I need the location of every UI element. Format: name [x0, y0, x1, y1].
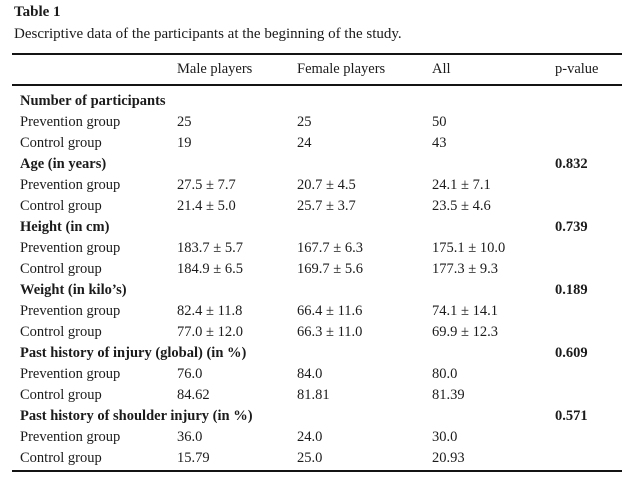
female-value-cell: 25.7 ± 3.7 [297, 198, 356, 214]
header-female-players: Female players [297, 61, 386, 77]
female-value-cell: 25 [297, 114, 312, 130]
row-label: Prevention group [20, 240, 121, 256]
p-value-cell [555, 112, 614, 133]
table-data-row [12, 175, 622, 196]
section-label: Age (in years) [20, 156, 107, 172]
male-value-cell: 76.0 [177, 366, 203, 382]
all-value-cell: 80.0 [432, 366, 458, 382]
p-value-cell [555, 133, 614, 154]
all-value-cell: 50 [432, 114, 447, 130]
table-data-row [12, 322, 622, 343]
female-value-cell: 25.0 [297, 450, 323, 466]
table-section-row [12, 217, 622, 238]
table-section-row [12, 343, 622, 364]
row-label: Prevention group [20, 429, 121, 445]
header-male-players: Male players [177, 61, 253, 77]
table-header-row [12, 55, 622, 86]
male-value-cell: 84.62 [177, 387, 210, 403]
all-value-cell: 81.39 [432, 387, 465, 403]
female-value-cell: 167.7 ± 6.3 [297, 240, 363, 256]
male-value-cell: 21.4 ± 5.0 [177, 198, 236, 214]
p-value-cell [555, 385, 614, 406]
male-value-cell: 36.0 [177, 429, 203, 445]
female-value-cell: 66.3 ± 11.0 [297, 324, 363, 340]
table-body [12, 86, 622, 470]
all-value-cell: 20.93 [432, 450, 465, 466]
row-label: Control group [20, 198, 102, 214]
descriptive-data-table [12, 53, 622, 472]
male-value-cell: 19 [177, 135, 192, 151]
section-label: Past history of shoulder injury (in %) [20, 408, 253, 424]
p-value-cell: 0.189 [555, 282, 588, 298]
table-data-row [12, 112, 622, 133]
p-value-cell [555, 238, 614, 259]
section-label: Number of participants [20, 93, 166, 109]
p-value-cell: 0.571 [555, 408, 588, 424]
male-value-cell: 183.7 ± 5.7 [177, 240, 243, 256]
table-section-row [12, 154, 622, 175]
all-value-cell: 43 [432, 135, 447, 151]
table-data-row [12, 238, 622, 259]
table-data-row [12, 427, 622, 448]
table-data-row [12, 448, 622, 469]
p-value-cell: 0.832 [555, 156, 588, 172]
p-value-cell [555, 448, 614, 469]
p-value-cell: 0.739 [555, 219, 588, 235]
p-value-cell [555, 427, 614, 448]
female-value-cell: 24.0 [297, 429, 323, 445]
table-data-row [12, 364, 622, 385]
table-section-row [12, 280, 622, 301]
p-value-cell [555, 322, 614, 343]
all-value-cell: 30.0 [432, 429, 458, 445]
header-p-value: p-value [555, 61, 599, 77]
all-value-cell: 175.1 ± 10.0 [432, 240, 506, 256]
section-label: Past history of injury (global) (in %) [20, 345, 247, 361]
row-label: Prevention group [20, 114, 121, 130]
table-title: Table 1 [14, 4, 61, 20]
row-label: Prevention group [20, 177, 121, 193]
male-value-cell: 27.5 ± 7.7 [177, 177, 236, 193]
male-value-cell: 184.9 ± 6.5 [177, 261, 243, 277]
p-value-cell [555, 301, 614, 322]
male-value-cell: 77.0 ± 12.0 [177, 324, 243, 340]
male-value-cell: 15.79 [177, 450, 210, 466]
female-value-cell: 169.7 ± 5.6 [297, 261, 363, 277]
p-value-cell [555, 364, 614, 385]
row-label: Prevention group [20, 366, 121, 382]
p-value-cell [555, 259, 614, 280]
female-value-cell: 24 [297, 135, 312, 151]
row-label: Prevention group [20, 303, 121, 319]
table-data-row [12, 385, 622, 406]
row-label: Control group [20, 450, 102, 466]
p-value-cell [555, 175, 614, 196]
all-value-cell: 23.5 ± 4.6 [432, 198, 491, 214]
table-data-row [12, 133, 622, 154]
all-value-cell: 177.3 ± 9.3 [432, 261, 498, 277]
row-label: Control group [20, 387, 102, 403]
female-value-cell: 66.4 ± 11.6 [297, 303, 363, 319]
table-section-row [12, 91, 622, 112]
female-value-cell: 84.0 [297, 366, 323, 382]
row-label: Control group [20, 324, 102, 340]
p-value-cell [555, 196, 614, 217]
section-label: Weight (in kilo’s) [20, 282, 127, 298]
male-value-cell: 25 [177, 114, 192, 130]
table-section-row [12, 406, 622, 427]
table-data-row [12, 259, 622, 280]
p-value-cell [555, 91, 614, 112]
header-empty-cell [20, 55, 177, 84]
all-value-cell: 69.9 ± 12.3 [432, 324, 498, 340]
female-value-cell: 20.7 ± 4.5 [297, 177, 356, 193]
female-value-cell: 81.81 [297, 387, 330, 403]
table-caption: Descriptive data of the participants at the beginning of the study. [14, 26, 402, 42]
header-all: All [432, 61, 451, 77]
all-value-cell: 24.1 ± 7.1 [432, 177, 491, 193]
row-label: Control group [20, 261, 102, 277]
p-value-cell: 0.609 [555, 345, 588, 361]
table-data-row [12, 301, 622, 322]
all-value-cell: 74.1 ± 14.1 [432, 303, 498, 319]
table-data-row [12, 196, 622, 217]
section-label: Height (in cm) [20, 219, 110, 235]
male-value-cell: 82.4 ± 11.8 [177, 303, 243, 319]
row-label: Control group [20, 135, 102, 151]
